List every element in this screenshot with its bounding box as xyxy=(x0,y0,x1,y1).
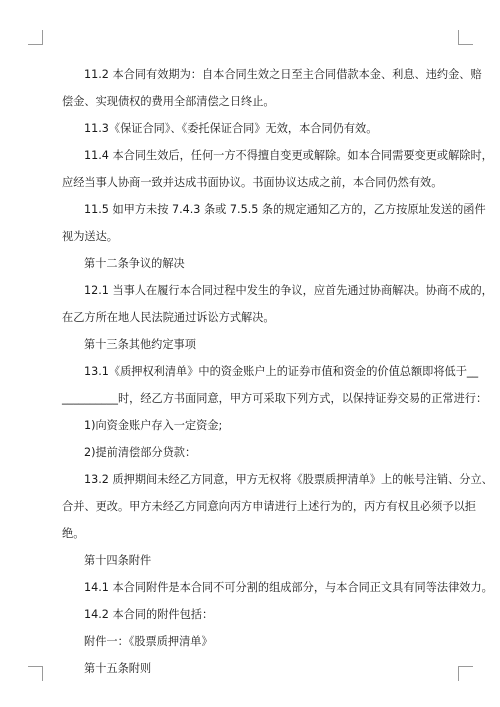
clause-11-4-line-1: 11.4 本合同生效后，任何一方不得擅自变更或解除。如本合同需要变更或解除时， xyxy=(84,149,493,162)
clause-13-2-line-2: 合并、更改。甲方未经乙方同意向丙方申请进行上述行为的，丙方有权且必须予以拒 xyxy=(62,500,476,513)
crop-mark-top-right xyxy=(458,30,473,45)
clause-13-2-line-3: 绝。 xyxy=(62,527,85,540)
clause-12-1-line-2: 在乙方所在地人民法院通过诉讼方式解决。 xyxy=(62,311,275,324)
crop-mark-bottom-left xyxy=(28,666,43,681)
article-15-heading: 第十五条附则 xyxy=(84,662,152,675)
clause-13-1-item-2: 2)提前清偿部分贷款： xyxy=(84,446,197,459)
article-12-heading: 第十二条争议的解决 xyxy=(84,257,185,270)
clause-11-2-line-2: 偿金、实现债权的费用全部清偿之日终止。 xyxy=(62,95,275,108)
clause-11-2-line-1: 11.2 本合同有效期为：自本合同生效之日至主合同借款本金、利息、违约金、赔 xyxy=(84,68,482,81)
clause-11-5-line-2: 视为送达。 xyxy=(62,230,118,243)
article-13-heading: 第十三条其他约定事项 xyxy=(84,338,196,351)
clause-12-1-line-1: 12.1 当事人在履行本合同过程中发生的争议，应首先通过协商解决。协商不成的， xyxy=(84,284,493,297)
clause-14-2: 14.2 本合同的附件包括： xyxy=(84,608,214,621)
clause-13-1-line-2: __________时，经乙方书面同意，甲方可采取下列方式，以保持证券交易的正常进行： xyxy=(62,392,488,405)
clause-13-1-line-1: 13.1《质押权利清单》中的资金账户上的证券市值和资金的价值总额即将低于__ xyxy=(84,365,479,378)
clause-14-1: 14.1 本合同附件是本合同不可分割的组成部分，与本合同正文具有同等法律效力。 xyxy=(84,581,493,594)
crop-mark-top-left xyxy=(28,30,43,45)
attachment-1: 附件一：《股票质押清单》 xyxy=(84,635,213,648)
crop-mark-bottom-right xyxy=(458,666,473,681)
clause-13-2-line-1: 13.2 质押期间未经乙方同意，甲方无权将《股票质押清单》上的帐号注销、分立、 xyxy=(84,473,493,486)
clause-11-4-line-2: 应经当事人协商一致并达成书面协议。书面协议达成之前，本合同仍然有效。 xyxy=(62,176,443,189)
clause-11-5-line-1: 11.5 如甲方未按 7.4.3 条或 7.5.5 条的规定通知乙方的，乙方按原址发送的函件 xyxy=(84,203,486,216)
article-14-heading: 第十四条附件 xyxy=(84,554,152,567)
clause-13-1-item-1: 1)向资金账户存入一定资金; xyxy=(84,419,223,432)
clause-11-3: 11.3《保证合同》、《委托保证合同》无效，本合同仍有效。 xyxy=(84,122,378,135)
